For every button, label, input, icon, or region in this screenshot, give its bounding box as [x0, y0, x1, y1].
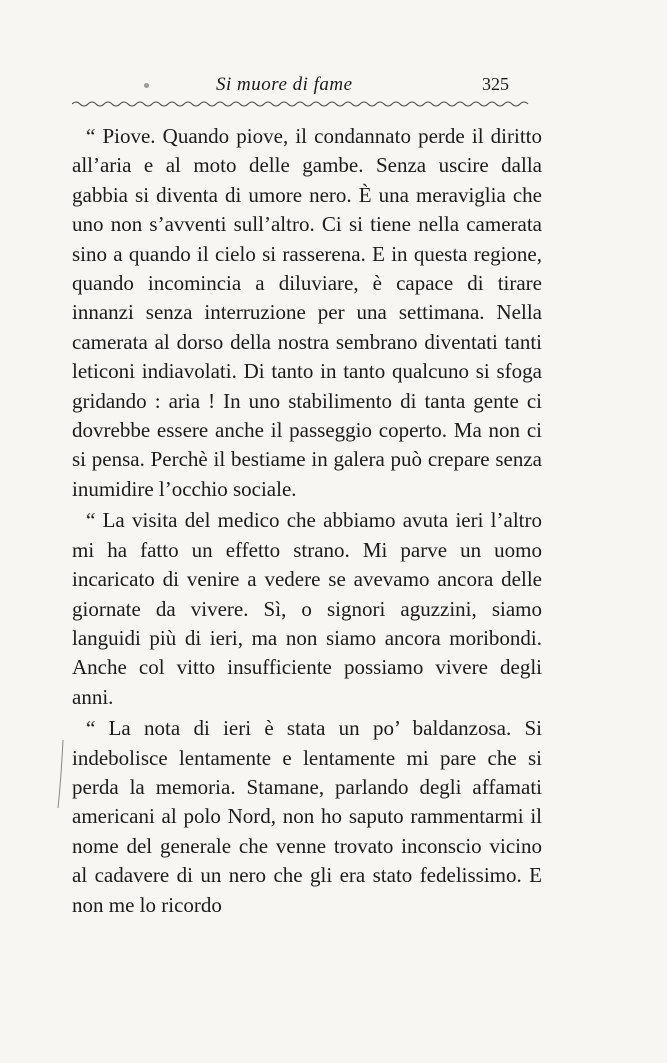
paragraph-2: “ La visita del medico che abbiamo avuta ieri l’altro mi ha fatto un effetto strano. Mi parve un uomo incaricato di venire a vedere se avevamo ancora delle giornate da vivere. Sì, o signori aguzzini, siamo languidi più di ieri, ma non siamo ancora moribondi. Anche col vitto insufficiente possiamo vivere degli anni. — [72, 508, 542, 709]
margin-pencil-mark — [56, 740, 66, 810]
body-text — [72, 122, 542, 920]
ornament-dot — [144, 83, 149, 88]
page-header — [70, 74, 550, 98]
paragraph-3: “ La nota di ieri è stata un po’ baldanzosa. Si indebolisce lentamente e lentamente mi pare che si perda la memoria. Stamane, parlando degli affamati americani al polo Nord, non ho saputo rammentarmi il nome del generale che venne trovato inconscio vicino al cadavere di un nero che gli era stato fedelissimo. E non me lo ricordo — [72, 716, 542, 917]
paragraph-1: “ Piove. Quando piove, il condannato perde il diritto all’aria e al moto delle gambe. Senza uscire dalla gabbia si diventa di umore nero. È una meraviglia che uno non s’avventi sull’altro. Ci si tiene nella camerata sino a quando il cielo si rasserena. E in questa regione, quando incomincia a diluviare, è capace di tirare innanzi senza interruzione per una settimana. Nella camerata al dorso della nostra sembrano diventati tanti leticoni indiavolati. Di tanto in tanto qualcuno si sfoga gridando : aria ! In uno stabilimento di tanta gente ci dovrebbe essere anche il passeggio coperto. Ma non ci si pensa. Perchè il bestiame in galera può crepare senza inumidire l’occhio sociale. — [72, 124, 542, 501]
running-title: Si muore di fame — [216, 74, 353, 95]
decorative-wavy-rule — [72, 98, 530, 110]
page-number: 325 — [482, 74, 509, 94]
